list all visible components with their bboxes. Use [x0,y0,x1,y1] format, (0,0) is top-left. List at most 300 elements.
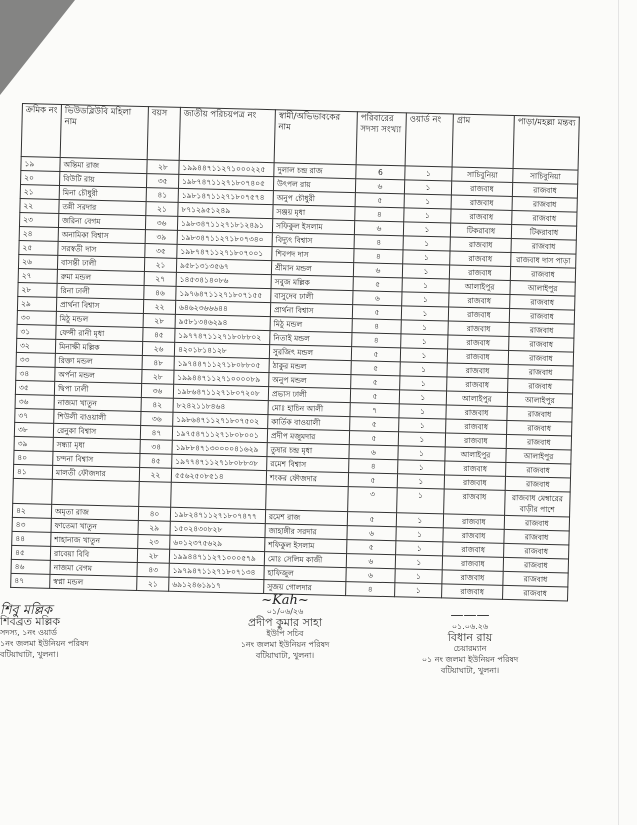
cell-serial: ২৮ [18,282,57,297]
cell-ward: ১ [404,194,451,209]
cell-guardian: সঞ্জয় মৃধা [273,205,355,221]
cell-village: রাজবাধ [445,461,506,476]
cell-para: রাজবাধ [508,350,573,366]
cell-guardian: জাহাঙ্গীর সরদার [265,524,347,540]
cell-family-size: ৬ [353,263,402,278]
cell-name: মিনা চৌধুরী [59,185,146,201]
cell-serial: ৪৭ [11,573,50,588]
cell-para: রাজবাধ [510,266,575,282]
cell-nid: ৫৫৬২৫০৮৫১৪ [171,468,266,484]
cell-name: তন্নী সরদার [59,199,146,215]
cell-family-size: ৬ [346,568,395,583]
cell-name: সন্ধ্যা মৃধা [53,437,140,453]
cell-guardian: প্রভাস ঢালী [268,387,350,403]
cell-nid: ১৯৮৭৪৭১১২৭১৮০৭০০১ [177,244,272,260]
cell-village: রাজবাধ [443,542,504,557]
cell-age: ৩৪ [140,439,172,454]
cell-serial: ২৭ [18,268,57,283]
cell-village: রাজবাধ [444,489,506,515]
cell-age: ২৮ [137,548,169,563]
cell-guardian: সফিকুল ইসলাম [272,219,354,235]
cell-name: সরস্বতী দাস [58,241,145,257]
cell-age: ৪৬ [144,286,176,301]
cell-nid: ৬৯১২৪৬১৯১৭ [169,577,264,593]
cell-family-size: 6 [356,165,405,180]
header-age: বয়স [147,107,180,161]
cell-name: প্রার্থনা বিশ্বাস [56,297,143,313]
cell-village: রাজবাধ [450,237,511,252]
cell-name: বিউটি রায় [59,171,146,187]
cell-name: জরিনা বেগম [58,213,145,229]
cell-family-size: ৭ [350,403,399,418]
signer-role: সদস্য, ১নং ওয়ার্ড [0,628,57,637]
cell-para: রাজবাধ [512,183,577,199]
cell-ward: ১ [397,474,444,489]
cell-village: রাজবাধ [444,475,505,490]
cell-age: ৩৫ [145,244,177,259]
cell-age: ২১ [137,576,169,591]
cell-ward: ১ [404,180,451,195]
cell-serial: ১৯ [21,156,60,171]
cell-nid: ১৪৫৩৪১৪০৮৬ [176,272,271,288]
cell-para: রাজবাধ [506,434,571,450]
cell-village: রাজবাধ [448,335,509,350]
cell-nid: ৮২৪২১১৮৪৬৪ [173,398,268,414]
cell-name: রেনুকা বিশ্বাস [53,423,140,439]
cell-name: অর্পনা মন্ডল [55,367,142,383]
cell-family-size: ৬ [354,221,403,236]
cell-guardian: শফিকুল ইসলাম [265,538,347,554]
header-name: ভিউডব্লিউবি মহিলা নাম [60,104,148,159]
cell-village: রাজবাধ [451,181,512,196]
cell-village: রাজবাধ [448,321,509,336]
cell-guardian: রমেশ বিশ্বাস [267,457,349,473]
cell-serial: ৪৩ [12,517,51,532]
cell-village: টিকরাবাধ [450,223,511,238]
cell-serial: ৩২ [16,338,55,353]
cell-para: রাজবাধ [507,406,572,422]
cell-age: ২৯ [138,520,170,535]
cell-serial: ২০ [21,170,60,185]
cell-age: ৪৫ [143,328,175,343]
cell-para: রাজবাধ [512,211,577,227]
cell-age: ২১ [144,258,176,273]
cell-serial: ৩৬ [15,394,54,409]
cell-nid: ১৯৭৪৪৭১১২৭১৮০৮৮০৫ [174,356,269,372]
cell-name: রুমা মন্ডল [57,269,144,285]
cell-para: রাজবাধ [503,571,568,587]
cell-family-size: ৫ [355,193,404,208]
signer-name: বিধান রায় [447,631,493,644]
cell-guardian [266,485,349,512]
cell-para: রাজবাধ [510,294,575,310]
cell-age: ৩৬ [141,384,173,399]
header-nid: জাতীয় পরিচয়পত্র নং [179,107,275,162]
cell-para: রাজবাধ [503,557,568,573]
cell-name: ফাতেমা খাতুন [51,518,138,534]
cell-serial: ২২ [20,198,59,213]
signer-name: শিবব্রত মল্লিক [0,615,61,628]
cell-nid: ১৯৯৪৪৭১১২৭১০০০৫৭৯ [169,549,264,565]
cell-age: ২২ [143,300,175,315]
cell-village: রাজবাধ [446,419,507,434]
cell-guardian: সবুজ মল্লিক [271,275,353,291]
cell-name: রিনা ঢালী [57,283,144,299]
cell-ward: ১ [398,432,445,447]
cell-para: আলাইপুর [507,392,572,408]
cell-nid: ১৯৮৬৪৭১১২৭১৮০৭৫০২ [173,412,268,428]
cell-family-size: ৫ [348,473,397,488]
cell-nid: ৯৫৮১৩৪৬২৯৪ [175,314,270,330]
cell-name: মিনাক্ষী মল্লিক [55,339,142,355]
cell-para: রাজবাধ [508,378,573,394]
cell-village: রাজবাধ [449,293,510,308]
cell-guardian: শিবপদ দাস [272,247,354,263]
cell-family-size: ৩ [348,487,398,513]
header-village: গ্রাম [452,114,514,168]
cell-nid [171,482,267,509]
cell-para: রাজবাধ [505,476,570,492]
cell-age: ৪৫ [140,453,172,468]
cell-guardian: মিঠু মন্ডল [270,317,352,333]
scan-shadow-corner [0,0,75,95]
cell-family-size: ৪ [354,235,403,250]
cell-age: ৩৬ [145,216,177,231]
header-serial: ক্রমিক নং [21,104,61,158]
cell-para: রাজবাধ [504,543,569,559]
beneficiary-table [10,103,580,601]
cell-ward: ১ [396,527,443,542]
cell-serial: ৩৯ [14,436,53,451]
handwritten-signature: শিবু মল্লিক [0,603,53,618]
cell-village: রাজবাধ [447,349,508,364]
cell-age: ২৮ [143,314,175,329]
signer-place: বটিয়াঘাটা, খুলনা। [255,651,315,660]
cell-ward: ১ [401,334,448,349]
cell-family-size: ৫ [352,305,401,320]
cell-guardian: উৎপল রায় [273,177,355,193]
cell-nid: ১৯৯৪৪৭১১২৭১০০০২২৫ [179,160,274,176]
cell-village: রাজবাধ [442,584,503,599]
cell-guardian: সুজয় গোলদার [264,580,346,596]
cell-ward: ১ [396,541,443,556]
cell-village: আলাইপুর [446,391,507,406]
cell-serial: ৩১ [17,324,56,339]
cell-nid: ১৫০২৪৩০৮২৮ [170,521,265,537]
cell-village: রাজবাধ [447,377,508,392]
beneficiary-table-container [10,103,580,601]
cell-nid: ১৯৭৭৪৭১১২৭১৮০৮৮০২ [175,328,270,344]
table-body [11,156,578,600]
cell-name: মিঠু মন্ডল [56,311,143,327]
cell-name [52,479,140,506]
handwritten-signature: ——— [450,608,490,623]
cell-serial: ২৯ [17,296,56,311]
cell-serial: ৪৫ [11,545,50,560]
cell-guardian: হাফিজুল [264,566,346,582]
cell-para: রাজবাধ [504,515,569,531]
cell-para: রাজবাধ [509,308,574,324]
cell-age: ২৭ [144,272,176,287]
cell-ward: ১ [401,306,448,321]
cell-ward: ১ [395,555,442,570]
cell-family-size: ৪ [346,582,395,597]
cell-age: ২৮ [142,370,174,385]
header-para: পাড়া/মহল্লা মন্তব্য [513,116,579,171]
cell-para: রাজবাধ [508,364,573,380]
cell-para: রাজবাধ মেম্বারের বাড়ীর পাশে [505,490,571,517]
signature-block-member [0,605,110,660]
cell-age: ২৩ [138,534,170,549]
cell-family-size: ৬ [349,445,398,460]
signer-name: প্রদীপ কুমার সাহা [247,616,323,629]
header-guardian: স্বামী/অভিভাবকের নাম [274,110,357,165]
cell-nid: ৪২০১৮১৪১২৮ [174,342,269,358]
cell-family-size: ৬ [353,291,402,306]
signer-org: ০১ নং জলমা ইউনিয়ন পরিষদ [421,655,519,664]
cell-nid: ১৯৮৮৪৭১৩০০০০৪১৬২৯ [172,440,267,456]
cell-guardian: অনুপ চৌধুরী [273,191,355,207]
cell-serial: ২৪ [19,226,58,241]
cell-ward: ১ [398,446,445,461]
cell-age: ৪২ [141,398,173,413]
cell-family-size: ৬ [347,526,396,541]
cell-village: রাজবাধ [443,528,504,543]
cell-age: ৩৯ [145,230,177,245]
signature-date: ০১.০৬.২৬ [451,622,489,631]
cell-guardian: নিতাই মন্ডল [270,331,352,347]
cell-ward: ১ [403,236,450,251]
cell-para: সাচিবুনিয়া [513,169,578,185]
cell-nid: ১৯৮৩৪৭১১২৭১৮০৭৩৪০ [177,230,272,246]
cell-name: ফেন্সী রানী মৃধা [56,325,143,341]
cell-age: ২১ [146,202,178,217]
cell-nid: ১৯৭৭৪৭১১২৭১৮০৮৮৩৮ [172,454,267,470]
cell-serial: ৪১ [13,464,52,479]
cell-name: বাসন্তী ঢালী [57,255,144,271]
cell-para: রাজবাধ দাস পাড়া [511,252,576,268]
cell-serial: ৪২ [12,503,51,518]
cell-guardian: শংকর ফৌজদার [266,471,348,487]
cell-serial: ৩৪ [16,366,55,381]
cell-age: ৩৬ [141,411,173,426]
cell-age [139,481,172,507]
cell-para: রাজবাধ [509,322,574,338]
signer-org: ১নং জলমা ইউনিয়ন পরিষদ [0,639,89,648]
cell-family-size: ৪ [352,333,401,348]
cell-serial: ৪০ [14,450,53,465]
cell-age: ২৬ [142,342,174,357]
cell-family-size: ৬ [346,554,395,569]
cell-para: রাজবাধ [507,420,572,436]
cell-village: রাজবাধ [450,251,511,266]
signature-date: ০১/০৬/২৬ [266,607,304,616]
cell-name: শিউলী বাওয়ালী [54,409,141,425]
handwritten-signature: ~Kah~ [261,593,309,608]
cell-nid: ১৯৭৫৪৭১১২৭১৮০৮০০১ [172,426,267,442]
cell-ward: ১ [397,488,445,514]
cell-village: রাজবাধ [451,209,512,224]
cell-village: আলাইপুর [449,279,510,294]
signer-role: ইউপি সচিব [266,629,304,638]
cell-village: রাজবাধ [448,307,509,322]
cell-para: রাজবাধ [511,238,576,254]
cell-nid: ৯৫৮১৩১৩৫৬৭ [176,258,271,274]
cell-village: আলাইপুর [445,447,506,462]
cell-family-size: ৫ [350,417,399,432]
cell-name: স্বপ্না মন্ডল [50,574,137,590]
cell-nid: ১৯৭৯৪৭১১২৭১৮০৭১৩৪ [169,563,264,579]
cell-village: রাজবাধ [442,556,503,571]
cell-para: আলাইপুর [506,448,571,464]
cell-serial: ২৩ [19,212,58,227]
cell-guardian: ঠাকুর মন্ডল [269,359,351,375]
cell-serial: ৩৩ [16,352,55,367]
cell-family-size: ৫ [349,431,398,446]
cell-family-size: ৪ [355,207,404,222]
signature-block-secretary [215,595,355,661]
cell-village: সাচিবুনিয়া [452,167,513,182]
cell-para: টিকরাবাধ [511,225,576,241]
cell-ward: ১ [401,320,448,335]
cell-family-size: ৫ [351,375,400,390]
cell-village: রাজবাধ [443,514,504,529]
signer-org: ১নং জলমা ইউনিয়ন পরিষদ [240,640,330,649]
cell-ward: ১ [399,390,446,405]
cell-name: দ্বিপা ঢালী [54,381,141,397]
cell-family-size: ৫ [350,389,399,404]
cell-age: ৪০ [138,506,170,521]
cell-para: আলাইপুর [510,280,575,296]
cell-para: রাজবাধ [512,197,577,213]
cell-nid: ১৯৮৬৪৭১১২৭১৮০৭২০৮ [173,384,268,400]
cell-ward: ১ [396,513,443,528]
cell-name: শাহানাজ খাতুন [51,532,138,548]
cell-family-size: ৫ [347,512,396,527]
cell-name: অমৃতা রাজ [51,504,138,520]
cell-village: রাজবাধ [445,433,506,448]
cell-guardian: বিদ্যুৎ বিশ্বাস [272,233,354,249]
cell-nid: ৬০১২৩৭৫৬২৯ [170,535,265,551]
cell-serial: ২১ [20,184,59,199]
cell-serial: ৪৪ [12,531,51,546]
cell-serial: ৪৬ [11,559,50,574]
page-edge [618,0,619,825]
cell-ward: ১ [402,278,449,293]
cell-village: রাজবাধ [451,195,512,210]
cell-nid: ১৯৮৭৪৭১১২৭১৮০৭৪০৫ [178,174,273,190]
cell-guardian: প্রদীপ মজুমদার [267,429,349,445]
header-family-size: পরিবারের সদস্য সংখ্যা [356,112,406,166]
cell-para: রাজবাধ [504,529,569,545]
cell-age: ৪৩ [137,562,169,577]
cell-family-size: ৫ [347,540,396,555]
cell-name: চন্দনা বিশ্বাস [53,451,140,467]
signature-block-chairman [400,610,540,676]
cell-family-size: ৫ [351,361,400,376]
cell-serial: ৩৫ [15,380,54,395]
cell-family-size: ৪ [354,249,403,264]
cell-guardian: মোঃ সেলিম কাজী [264,552,346,568]
cell-nid: ১৯৮৩৪৭১১২৭১৮১২৪৯১ [177,216,272,232]
cell-ward: ১ [400,348,447,363]
cell-village: রাজবাধ [446,405,507,420]
signer-role: চেয়ারম্যান [453,644,487,653]
cell-ward: ১ [400,376,447,391]
cell-name: অনামিকা বিশ্বাস [58,227,145,243]
cell-name: রিক্তা মন্ডল [55,353,142,369]
cell-age: ২৮ [147,160,179,175]
cell-name: রাবেয়া বিবি [50,546,137,562]
cell-village: রাজবাধ [449,265,510,280]
cell-ward: ১ [402,264,449,279]
signer-place: বটিয়াঘাটা, খুলনা। [0,650,59,659]
cell-village: রাজবাধ [442,570,503,585]
cell-name: নাজমা খাতুন [54,395,141,411]
cell-age: ৪৮ [142,356,174,371]
cell-nid: ৮৭১২৯৫১২৪৯ [178,202,273,218]
cell-para: রাজবাধ [509,336,574,352]
cell-guardian: তুষার চন্দ্র মৃধা [267,443,349,459]
signer-place: বটিয়াঘাটা, খুলনা। [440,666,500,675]
header-ward: ওয়ার্ড নং [405,113,453,167]
cell-nid: ১৯৮১৪৭১১২৭১৮০৭৫৭৪ [178,188,273,204]
cell-name: নাজমা বেগম [50,560,137,576]
cell-para: রাজবাধ [503,585,568,601]
cell-nid: ১৯৯৪৪৭১১২৭১০০০০৮৯ [174,370,269,386]
cell-guardian: দুলাল চন্দ্র রাজ [274,163,356,179]
cell-age: ২২ [139,467,171,482]
cell-ward: ১ [403,222,450,237]
cell-ward: ১ [399,404,446,419]
cell-ward: ১ [400,362,447,377]
cell-guardian: কার্তিক বাওয়ালী [268,415,350,431]
cell-family-size: ৫ [351,347,400,362]
cell-guardian: অনুপ মন্ডল [269,373,351,389]
cell-guardian: সুরজিৎ মন্ডল [269,345,351,361]
cell-family-size: ৪ [349,459,398,474]
cell-guardian: মোঃ হাচিন আলী [268,401,350,417]
cell-name: অন্তিমা রাজ [60,157,147,173]
cell-guardian: শ্রীমান মন্ডল [271,261,353,277]
cell-ward: ১ [402,292,449,307]
cell-serial: ৩৭ [15,408,54,423]
cell-ward: ১ [395,569,442,584]
cell-family-size: ৪ [352,319,401,334]
cell-ward: ১ [405,166,452,181]
cell-guardian: বাসুদেব ঢালী [271,289,353,305]
cell-serial: ২৬ [18,254,57,269]
cell-serial: ৩০ [17,310,56,325]
cell-family-size: ৫ [353,277,402,292]
cell-age: ৪৭ [140,425,172,440]
cell-ward: ১ [398,460,445,475]
cell-ward: ১ [403,250,450,265]
cell-nid: ১৯৮২৪৭১১২৭১৮০৭৪৭৭ [170,507,265,523]
cell-village: রাজবাধ [447,363,508,378]
cell-serial [13,478,53,504]
cell-ward: ১ [395,583,442,598]
cell-nid: ১৯৭৬৪৭১১২৭১৮০৭১৫৫ [176,286,271,302]
cell-family-size: ৬ [355,179,404,194]
cell-serial: ২৫ [19,240,58,255]
cell-name: মালতী ফৌজদার [52,465,139,481]
cell-ward: ১ [404,208,451,223]
cell-age: ৪১ [146,188,178,203]
cell-serial: ৩৮ [14,422,53,437]
cell-guardian: প্রার্থনা বিশ্বাস [270,303,352,319]
cell-para: রাজবাধ [506,462,571,478]
